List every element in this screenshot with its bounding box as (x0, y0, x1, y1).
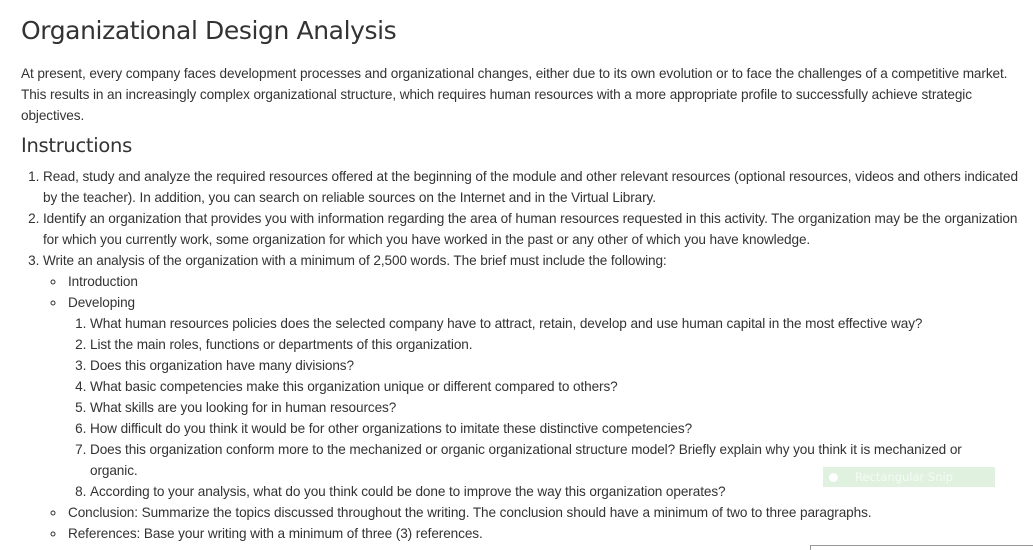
brief-sections-list (43, 271, 1021, 544)
section-references: ◦ References: Base your writing with a minimum of three (3) references. (66, 523, 1021, 544)
instruction-step-2: 2. Identify an organization that provides you with information regarding the area of human resources requested in this activity. The organization may be the organization for which you currently work, some organization for which you have worked in the past or any other of which you have knowledge. (43, 208, 1021, 250)
developing-question-8: 8. According to your analysis, what do you think could be done to improve the way this organization operates? (90, 481, 995, 502)
instructions-list (21, 166, 1021, 544)
page-title: Organizational Design Analysis (21, 16, 397, 45)
section-conclusion: ◦ Conclusion: Summarize the topics discussed throughout the writing. The conclusion should have a minimum of two to three paragraphs. (66, 502, 1021, 523)
instruction-step-3-text: Write an analysis of the organization with a minimum of 2,500 words. The brief must include the following: (43, 253, 667, 268)
intro-paragraph: At present, every company faces development processes and organizational changes, either due to its own evolution or to face the challenges of a competitive market. This results in an increasingly complex organizational structure, which requires human resources with a more appropriate profile to successfully achieve strategic objectives. (21, 66, 1008, 123)
instruction-step-1: 1. Read, study and analyze the required resources offered at the beginning of the module and other relevant resources (optional resources, videos and others indicated by the teacher). In addition, you can search on reliable sources on the Internet and in the Virtual Library. (43, 166, 1021, 208)
developing-question-6: 6. How difficult do you think it would be for other organizations to imitate these distinctive competencies? (90, 418, 995, 439)
developing-question-5: 5. What skills are you looking for in human resources? (90, 397, 995, 418)
developing-question-2: 2. List the main roles, functions or departments of this organization. (90, 334, 995, 355)
snip-record-icon (829, 473, 838, 482)
section-developing-label: Developing (68, 295, 136, 310)
instructions-heading: Instructions (21, 134, 132, 157)
developing-question-7: 7. Does this organization conform more to the mechanized or organic organizational structure model? Briefly explain why you think it is mechanized or organic. (90, 439, 995, 481)
developing-question-3: 3. Does this organization have many divisions? (90, 355, 995, 376)
section-introduction: ◦ Introduction (66, 271, 1021, 292)
instruction-step-3 (43, 250, 1021, 544)
developing-question-1: 1. What human resources policies does the selected company have to attract, retain, develop and use human capital in the most effective way? (90, 313, 995, 334)
rectangular-snip-button[interactable] (823, 467, 995, 487)
selection-corner-outline (810, 545, 1033, 546)
snip-label: Rectangular Snip (855, 470, 954, 484)
developing-question-4: 4. What basic competencies make this organization unique or different compared to others? (90, 376, 995, 397)
document-page (21, 0, 1021, 544)
